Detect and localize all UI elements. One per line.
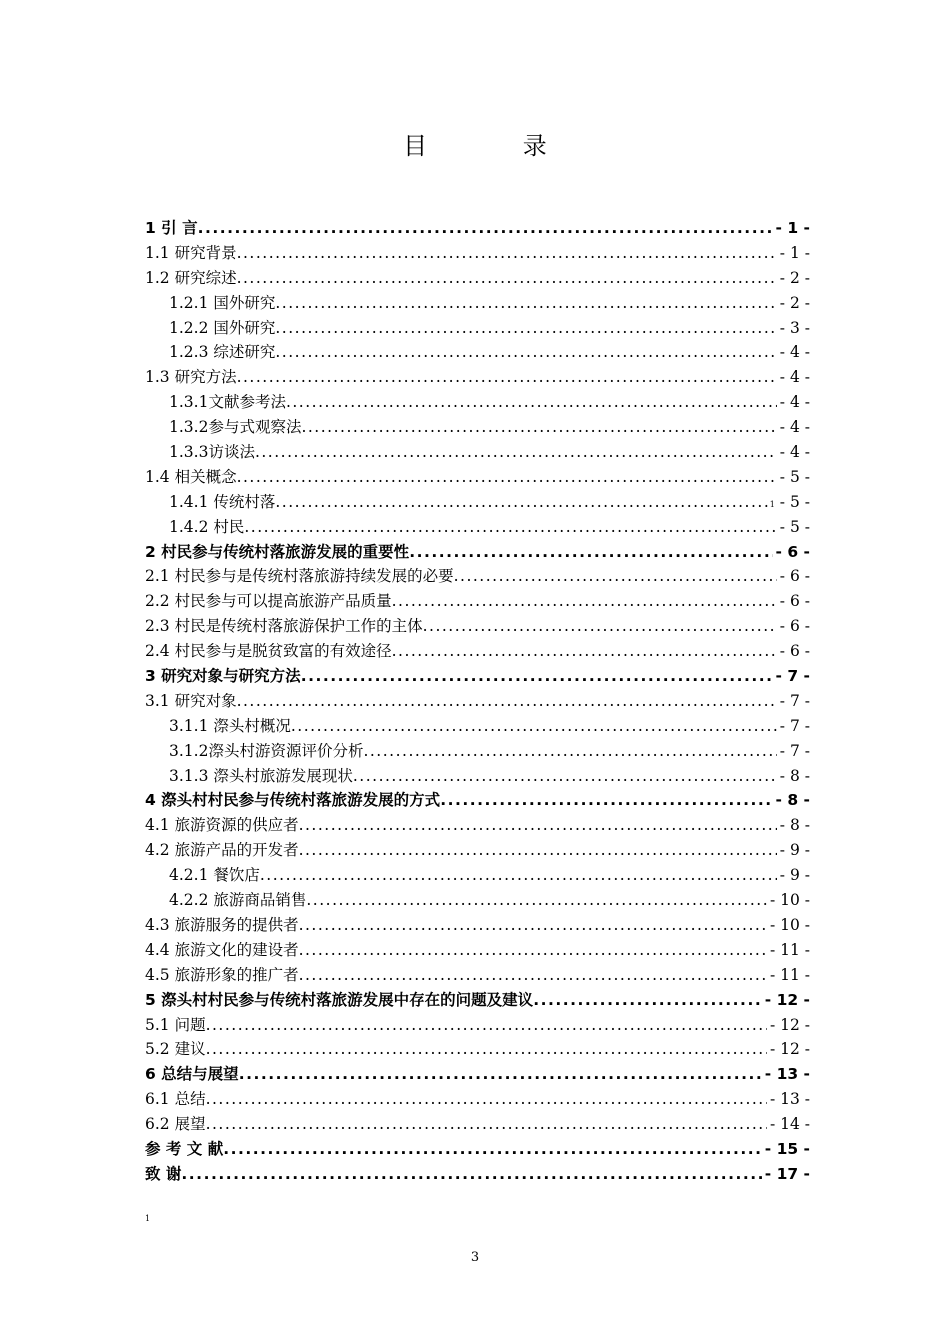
toc-entry-page: - 4 - [779, 418, 810, 437]
toc-entry-label: 2.3 村民是传统村落旅游保护工作的主体 [145, 617, 423, 636]
toc-leader-dots [237, 465, 777, 490]
toc-leader-dots [301, 415, 776, 440]
toc-leader-dots [237, 266, 777, 291]
toc-leader-dots [237, 241, 777, 266]
toc-entry[interactable] [145, 689, 810, 714]
toc-entry-page: - 1 - [779, 243, 810, 262]
toc-entry-label: 5 漈头村村民参与传统村落旅游发展中存在的问题及建议 [145, 990, 534, 1009]
toc-entry[interactable] [145, 316, 810, 341]
toc-entry-page: - 17 - [764, 1164, 810, 1183]
toc-leader-dots [198, 216, 773, 241]
toc-entry-page: - 6 - [779, 567, 810, 586]
toc-entry-label: 3.1.2漈头村游资源评价分析 [169, 741, 364, 760]
toc-entry[interactable] [145, 465, 810, 490]
toc-entry-label: 4.2.2 旅游商品销售 [169, 891, 307, 910]
toc-entry-label: 1 引 言 [145, 219, 198, 237]
page-number: 3 [470, 1250, 480, 1265]
toc-entry-page: - 12 - [769, 1040, 810, 1059]
toc-entry-page: - 7 - [779, 716, 810, 735]
toc-entry-label: 2 村民参与传统村落旅游发展的重要性 [145, 542, 410, 561]
toc-leader-dots [299, 838, 777, 863]
toc-leader-dots [286, 390, 777, 415]
toc-entry-page: - 4 - [779, 343, 810, 362]
toc-entry[interactable] [145, 1162, 810, 1187]
footnote-reference[interactable]: 1 [769, 499, 775, 509]
toc-entry[interactable] [145, 365, 810, 390]
toc-entry[interactable] [145, 1112, 810, 1137]
toc-entry-label: 4.2 旅游产品的开发者 [145, 841, 299, 860]
toc-entry-page: - 7 - [779, 741, 810, 760]
toc-entry-label: 3.1 研究对象 [145, 691, 237, 710]
toc-entry-page: - 9 - [779, 841, 810, 860]
page-title: 目 录 [403, 132, 591, 160]
toc-entry-page: - 15 - [764, 1139, 810, 1158]
toc-leader-dots [255, 440, 777, 465]
toc-leader-dots [392, 589, 777, 614]
toc-entry[interactable] [145, 540, 810, 565]
toc-entry-page: - 4 - [779, 393, 810, 412]
toc-leader-dots [409, 540, 772, 565]
toc-entry-page: - 10 - [769, 915, 810, 934]
toc-entry[interactable] [145, 913, 810, 938]
toc-entry-page: - 6 - [779, 592, 810, 611]
toc-leader-dots [206, 1112, 767, 1137]
toc-entry-page: - 3 - [779, 318, 810, 337]
toc-entry-page: - 11 - [769, 940, 810, 959]
toc-entry-label: 1.2.1 国外研究 [169, 293, 276, 312]
toc-entry-page: - 1 - [775, 219, 810, 237]
toc-leader-dots [299, 938, 767, 963]
toc-entry-page: - 8 - [779, 816, 810, 835]
toc-entry[interactable] [145, 564, 810, 589]
toc-entry-label: 2.2 村民参与可以提高旅游产品质量 [145, 592, 392, 611]
toc-entry[interactable] [145, 838, 810, 863]
toc-entry-page: - 9 - [779, 866, 810, 885]
toc-entry-page: - 14 - [769, 1115, 810, 1134]
toc-entry-label: 1.4.1 传统村落 [169, 492, 276, 511]
toc-entry-label: 4.4 旅游文化的建设者 [145, 940, 299, 959]
toc-entry-page: - 11 - [769, 965, 810, 984]
toc-leader-dots [260, 863, 777, 888]
toc-entry-label: 2.4 村民参与是脱贫致富的有效途径 [145, 642, 392, 661]
toc-entry-label: 2.1 村民参与是传统村落旅游持续发展的必要 [145, 567, 454, 586]
toc-leader-dots [533, 988, 762, 1013]
toc-entry-label: 1.2 研究综述 [145, 268, 237, 287]
toc-entry-page: - 2 - [779, 293, 810, 312]
toc-entry[interactable] [145, 291, 810, 316]
toc-entry[interactable] [145, 888, 810, 913]
toc-leader-dots [275, 291, 776, 316]
toc-entry[interactable] [145, 739, 810, 764]
toc-entry-label: 4 漈头村村民参与传统村落旅游发展的方式 [145, 791, 441, 810]
toc-entry[interactable] [145, 714, 810, 739]
toc-entry[interactable] [145, 340, 810, 365]
toc-entry-label: 3 研究对象与研究方法 [145, 667, 301, 686]
toc-entry[interactable] [145, 664, 810, 689]
toc-entry[interactable] [145, 415, 810, 440]
toc-entry-page: - 12 - [769, 1015, 810, 1034]
toc-leader-dots [206, 1037, 767, 1062]
footnote-marker: 1 [145, 1214, 151, 1223]
toc-entry[interactable] [145, 1037, 810, 1062]
table-of-contents [145, 216, 810, 1187]
toc-entry[interactable] [145, 515, 810, 540]
toc-entry-page: - 12 - [764, 990, 810, 1009]
toc-entry[interactable] [145, 813, 810, 838]
toc-entry-label: 4.5 旅游形象的推广者 [145, 965, 299, 984]
toc-entry[interactable] [145, 938, 810, 963]
toc-entry-label: 1.2.2 国外研究 [169, 318, 276, 337]
toc-leader-dots [275, 490, 769, 515]
toc-entry[interactable] [145, 1062, 810, 1087]
toc-entry[interactable] [145, 390, 810, 415]
toc-entry-page: - 7 - [775, 667, 810, 686]
toc-entry-page: - 5 - [779, 517, 810, 536]
toc-entry[interactable] [145, 1137, 810, 1162]
toc-entry-page: - 5 - [779, 492, 810, 511]
toc-entry-page: - 2 - [779, 268, 810, 287]
toc-entry-label: 6.1 总结 [145, 1090, 206, 1109]
toc-leader-dots [306, 888, 767, 913]
toc-entry[interactable] [145, 963, 810, 988]
toc-leader-dots [454, 564, 777, 589]
toc-entry[interactable] [145, 639, 810, 664]
toc-entry-label: 4.3 旅游服务的提供者 [145, 915, 299, 934]
toc-entry-page: - 13 - [764, 1065, 810, 1084]
toc-entry-label: 5.1 问题 [145, 1015, 206, 1034]
toc-entry[interactable] [145, 764, 810, 789]
toc-leader-dots [353, 764, 777, 789]
toc-leader-dots [299, 913, 767, 938]
toc-entry-page: - 5 - [779, 467, 810, 486]
toc-leader-dots [206, 1013, 767, 1038]
toc-entry[interactable] [145, 440, 810, 465]
toc-entry[interactable] [145, 788, 810, 813]
toc-leader-dots [363, 739, 776, 764]
toc-entry-page: - 6 - [779, 617, 810, 636]
toc-entry-label: 1.2.3 综述研究 [169, 343, 276, 362]
toc-leader-dots [440, 788, 772, 813]
toc-leader-dots [244, 515, 776, 540]
toc-entry-page: - 13 - [769, 1090, 810, 1109]
toc-entry[interactable] [145, 241, 810, 266]
toc-entry-label: 致 谢 [145, 1164, 182, 1183]
toc-entry-label: 1.3.3访谈法 [169, 443, 255, 462]
toc-entry-label: 参 考 文 献 [145, 1139, 224, 1158]
toc-leader-dots [423, 614, 777, 639]
toc-entry[interactable] [145, 266, 810, 291]
toc-leader-dots [237, 365, 777, 390]
toc-leader-dots [223, 1137, 762, 1162]
toc-entry-label: 3.1.1 漈头村概况 [169, 716, 291, 735]
toc-entry-label: 1.4 相关概念 [145, 467, 237, 486]
toc-entry-label: 4.2.1 餐饮店 [169, 866, 260, 885]
toc-entry-label: 1.3.2参与式观察法 [169, 418, 302, 437]
toc-entry-label: 1.3 研究方法 [145, 368, 237, 387]
toc-entry[interactable] [145, 988, 810, 1013]
toc-leader-dots [392, 639, 777, 664]
toc-entry[interactable] [145, 1013, 810, 1038]
toc-leader-dots [275, 316, 776, 341]
toc-entry[interactable] [145, 589, 810, 614]
toc-entry-label: 3.1.3 漈头村旅游发展现状 [169, 766, 353, 785]
toc-entry-label: 6.2 展望 [145, 1115, 206, 1134]
toc-leader-dots [239, 1062, 762, 1087]
toc-entry-page: - 7 - [779, 691, 810, 710]
toc-entry-label: 1.3.1文献参考法 [169, 393, 286, 412]
toc-entry-page: - 8 - [775, 791, 810, 810]
toc-entry-label: 1.1 研究背景 [145, 243, 237, 262]
toc-entry-page: - 6 - [775, 542, 810, 561]
toc-leader-dots [206, 1087, 767, 1112]
toc-leader-dots [237, 689, 777, 714]
toc-entry[interactable] [145, 1087, 810, 1112]
toc-entry[interactable] [145, 863, 810, 888]
toc-entry-label: 1.4.2 村民 [169, 517, 245, 536]
toc-leader-dots [301, 664, 773, 689]
toc-entry-label: 6 总结与展望 [145, 1065, 239, 1084]
toc-entry[interactable] [145, 614, 810, 639]
toc-leader-dots [291, 714, 777, 739]
toc-entry[interactable] [145, 490, 810, 515]
toc-entry-page: - 4 - [779, 443, 810, 462]
toc-leader-dots [181, 1162, 761, 1187]
toc-entry-page: - 4 - [779, 368, 810, 387]
toc-entry[interactable] [145, 216, 810, 241]
toc-entry-label: 4.1 旅游资源的供应者 [145, 816, 299, 835]
toc-leader-dots [299, 963, 767, 988]
toc-entry-label: 5.2 建议 [145, 1040, 206, 1059]
toc-leader-dots [275, 340, 776, 365]
toc-leader-dots [299, 813, 777, 838]
toc-entry-page: - 8 - [779, 766, 810, 785]
toc-entry-page: - 10 - [769, 891, 810, 910]
toc-entry-page: - 6 - [779, 642, 810, 661]
